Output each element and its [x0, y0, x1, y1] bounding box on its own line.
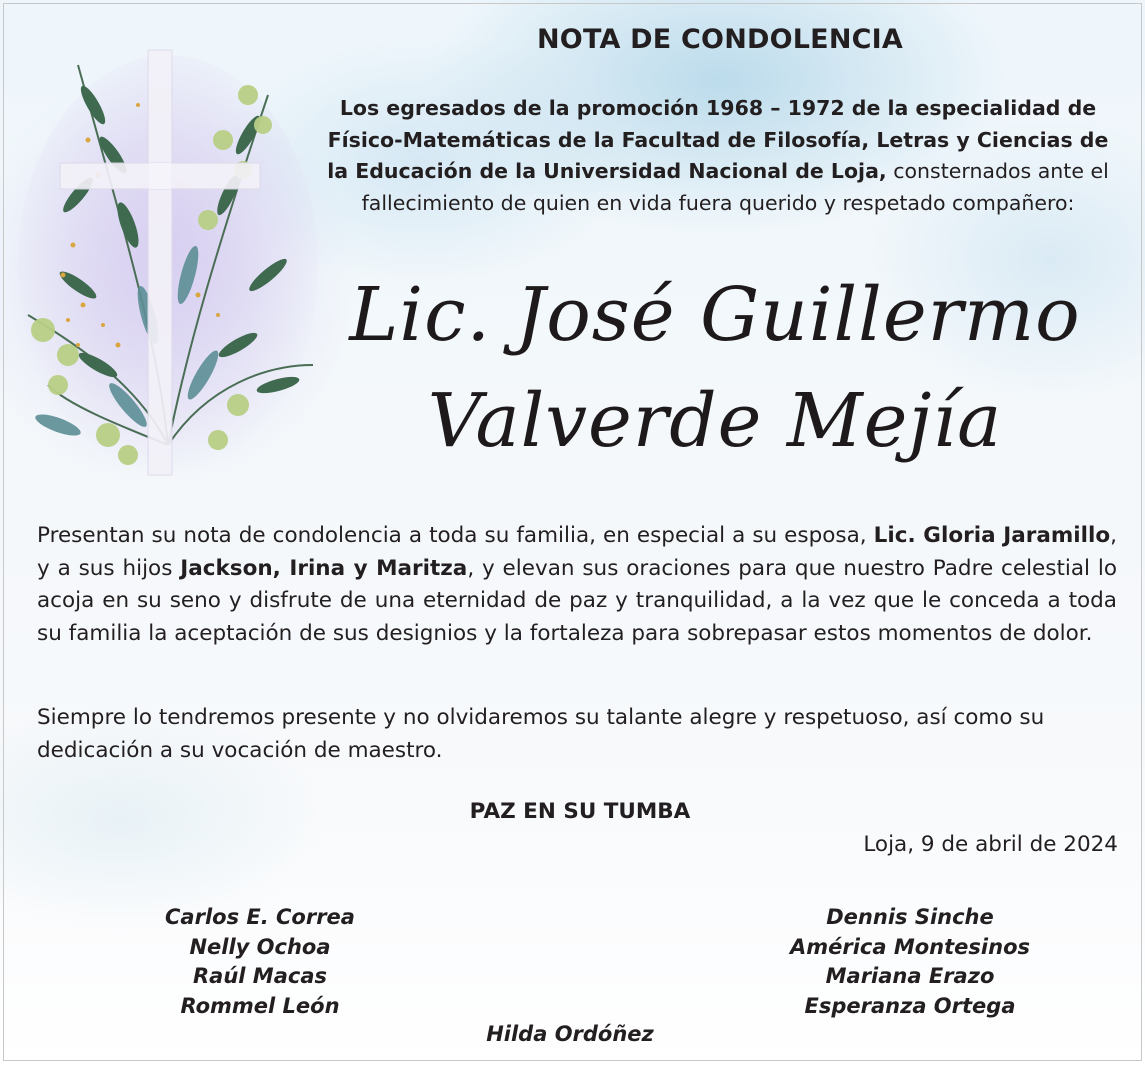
- signatories-left: [140, 903, 380, 1021]
- notice-title: NOTA DE CONDOLENCIA: [537, 24, 903, 55]
- closing-line: PAZ EN SU TUMBA: [469, 799, 691, 824]
- deceased-name-line2: Valverde Mejía: [427, 378, 1003, 464]
- body-text: Presentan su nota de condolencia a toda su familia, en especial a su esposa,: [37, 523, 874, 548]
- deceased-name-line1: Lic. José Guillermo: [349, 272, 1081, 358]
- signatory-name: Rommel León: [180, 993, 340, 1018]
- intro-regular-text: consternados ante el fallecimiento de quien en vida fuera querido y respetado compañero:: [361, 159, 1109, 215]
- cross-with-leaves-icon: [18, 45, 323, 480]
- signatory-name: América Montesinos: [790, 934, 1030, 959]
- intro-paragraph: [318, 93, 1118, 219]
- signatory-name: Raúl Macas: [193, 964, 327, 988]
- remembrance-paragraph: Siempre lo tendremos presente y no olvidaremos su talante alegre y respetuoso, así como su dedicación a su vocación de maestro.: [37, 705, 1045, 763]
- spouse-name: Lic. Gloria Jaramillo: [873, 523, 1111, 548]
- place-date: Loja, 9 de abril de 2024: [863, 832, 1118, 857]
- signatory-name: Esperanza Ortega: [804, 993, 1016, 1018]
- condolence-paragraph: [37, 520, 1117, 650]
- signatory-name: Carlos E. Correa: [165, 905, 355, 929]
- body-text: , y a sus hijos: [37, 523, 1117, 581]
- deceased-name: [330, 262, 1100, 474]
- signatory-name: Mariana Erazo: [825, 964, 995, 988]
- children-names: Jackson, Irina y Maritza: [180, 555, 468, 581]
- signatory-name: Nelly Ochoa: [189, 934, 331, 959]
- signatory-center: Hilda Ordóñez: [486, 1022, 654, 1046]
- intro-bold-text: Los egresados de la promoción 1968 – 1972 de la especialidad de Físico-Matemáticas de la Facultad de Filosofía, Letras y Ciencias de la Educación de la Universidad Nacional de Loja,: [327, 96, 1109, 183]
- signatories-right: [760, 903, 1060, 1021]
- signatory-name: Dennis Sinche: [826, 905, 994, 929]
- body-text: , y elevan sus oraciones para que nuestro Padre celestial lo acoja en su seno y disfrute de una eternidad de paz y tranquilidad, a la vez que le conceda a toda su familia la aceptación de sus designios y la fortaleza para sobrepasar estos momentos de dolor.: [37, 555, 1117, 646]
